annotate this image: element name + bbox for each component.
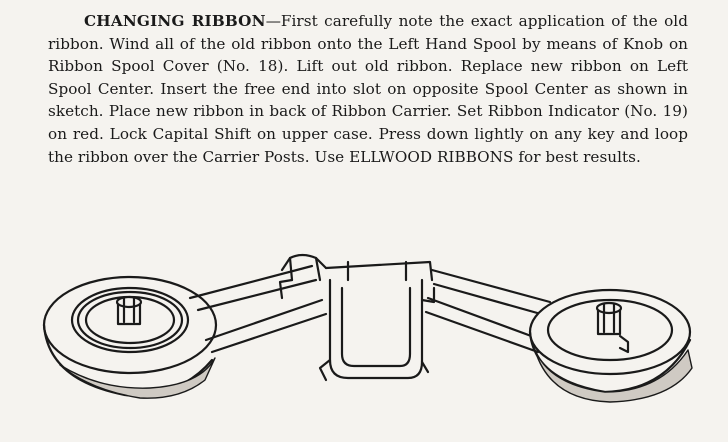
ribbon-carrier bbox=[280, 255, 434, 380]
ribbon-spool-sketch bbox=[30, 240, 710, 440]
instruction-paragraph bbox=[48, 10, 688, 168]
instruction-text: —First carefully note the exact application of the old ribbon. Wind all of the old ribbon onto the Left Hand Spool by means of Knob on Ribbon Spool Cover (No. 18). Lift out old ribbon. Replace new ribbon on Left Spool Center. Insert the free end into slot on opposite Spool Center as shown in sketch. Place new ribbon in back of Ribbon Carrier. Set Ribbon Indicator (No. 19) on red. Lock Capital Shift on upper case. Press down lightly on any key and loop the ribbon over the Carrier Posts. Use ELLWOOD RIBBONS for best results. bbox=[48, 12, 688, 166]
section-heading: CHANGING RIBBON bbox=[84, 12, 266, 30]
right-spool bbox=[530, 290, 692, 402]
left-spool bbox=[44, 277, 216, 398]
